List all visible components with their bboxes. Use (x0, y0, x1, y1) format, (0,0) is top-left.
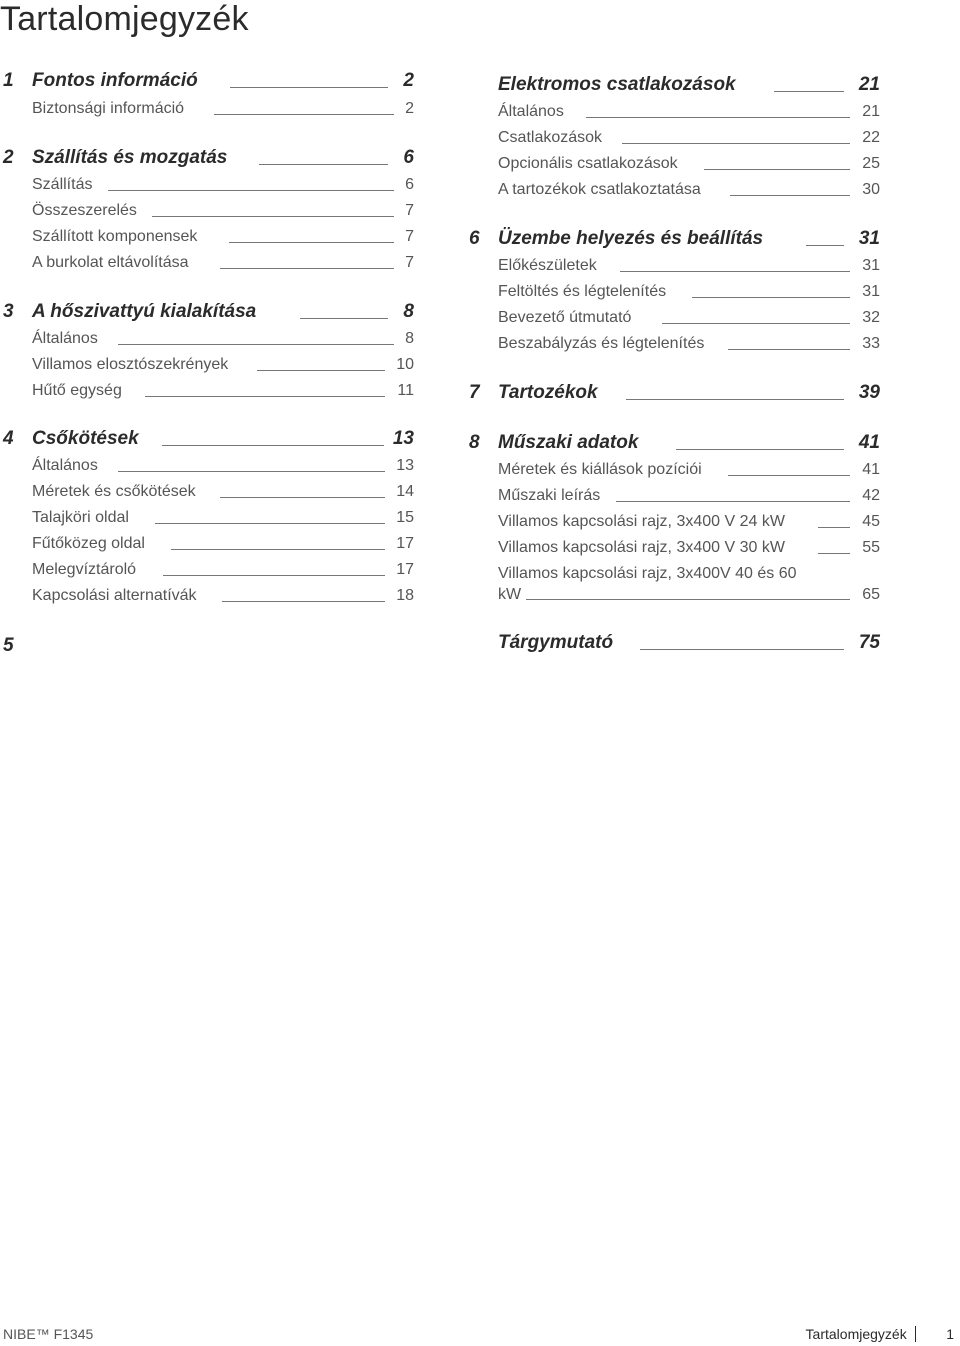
item-page: 42 (862, 487, 880, 504)
toc-item[interactable] (0, 356, 416, 380)
item-page: 25 (862, 155, 880, 172)
footer-section: Tartalomjegyzék (805, 1326, 907, 1342)
item-page: 31 (862, 283, 880, 300)
item-label: Beszabályzás és légtelenítés (498, 335, 705, 352)
leader-line (818, 527, 850, 528)
section-title: Csőkötések (32, 428, 139, 449)
item-label: Fűtőközeg oldal (32, 535, 145, 552)
toc-item[interactable] (0, 483, 416, 507)
leader-line (220, 497, 385, 498)
toc-item[interactable] (0, 202, 416, 226)
section-page: 39 (858, 382, 880, 403)
toc-section-1[interactable] (0, 70, 416, 94)
item-label: Villamos kapcsolási rajz, 3x400 V 30 kW (498, 539, 785, 556)
section-number: 1 (3, 70, 14, 91)
toc-item[interactable] (0, 457, 416, 481)
toc-item[interactable] (466, 257, 882, 281)
item-label-line-2: kW (498, 586, 522, 603)
toc-section-5[interactable] (0, 635, 416, 659)
section-number: 5 (3, 635, 14, 656)
item-label: Opcionális csatlakozások (498, 155, 678, 172)
section-page: 31 (858, 228, 880, 249)
item-label: A tartozékok csatlakoztatása (498, 181, 701, 198)
section-title: Elektromos csatlakozások (498, 74, 736, 95)
item-page: 41 (862, 461, 880, 478)
toc-section-3[interactable] (0, 301, 416, 325)
toc-item[interactable] (466, 309, 882, 333)
leader-line (118, 471, 385, 472)
leader-line (728, 349, 850, 350)
item-page: 15 (396, 509, 414, 526)
item-label: Csatlakozások (498, 129, 603, 146)
item-label: Szállított komponensek (32, 228, 198, 245)
leader-line (171, 549, 385, 550)
toc-item[interactable] (0, 382, 416, 406)
item-label-line-1: Villamos kapcsolási rajz, 3x400V 40 és 60 (498, 565, 797, 582)
section-number: 3 (3, 301, 14, 322)
item-page: 18 (396, 587, 414, 604)
item-page: 11 (397, 382, 414, 399)
leader-line (622, 143, 850, 144)
leader-line (145, 396, 385, 397)
footer-divider (915, 1326, 917, 1342)
item-page: 6 (405, 176, 414, 193)
leader-line (728, 475, 850, 476)
leader-line (692, 297, 850, 298)
section-page: 21 (858, 74, 880, 95)
item-label: Összeszerelés (32, 202, 137, 219)
item-label: Általános (498, 103, 564, 120)
item-page: 2 (405, 100, 414, 117)
item-page: 13 (396, 457, 414, 474)
item-label: Általános (32, 457, 98, 474)
item-page: 7 (405, 202, 414, 219)
section-page: 2 (403, 70, 414, 91)
item-label: Feltöltés és légtelenítés (498, 283, 667, 300)
toc-item[interactable] (0, 254, 416, 278)
toc-section-2[interactable] (0, 147, 416, 171)
section-number: 7 (469, 382, 480, 403)
leader-line (806, 245, 844, 246)
section-title: Szállítás és mozgatás (32, 147, 228, 168)
item-page: 33 (862, 335, 880, 352)
leader-line (616, 501, 850, 502)
section-number: 2 (3, 147, 14, 168)
item-label: A burkolat eltávolítása (32, 254, 189, 271)
toc-section-5-title[interactable] (466, 74, 882, 98)
leader-line (662, 323, 850, 324)
section-title: Üzembe helyezés és beállítás (498, 228, 764, 249)
item-page: 8 (405, 330, 414, 347)
item-label: Műszaki leírás (498, 487, 601, 504)
section-page: 6 (403, 147, 414, 168)
toc-section-6[interactable] (466, 228, 882, 252)
item-page: 10 (396, 356, 414, 373)
toc-item[interactable] (0, 587, 416, 611)
item-label: Biztonsági információ (32, 100, 185, 117)
item-page: 17 (396, 561, 414, 578)
leader-line (640, 649, 844, 650)
item-page: 17 (396, 535, 414, 552)
leader-line (620, 271, 850, 272)
item-page: 55 (862, 539, 880, 556)
leader-line (155, 523, 385, 524)
toc-item[interactable] (466, 487, 882, 511)
footer-brand: NIBE™ F1345 (3, 1326, 94, 1342)
page-title: Tartalomjegyzék (0, 0, 249, 38)
section-page: 41 (858, 432, 880, 453)
leader-line (163, 575, 385, 576)
toc-section-8[interactable] (466, 432, 882, 456)
item-page: 65 (862, 586, 880, 603)
item-label: Bevezető útmutató (498, 309, 632, 326)
leader-line (626, 399, 844, 400)
toc-item[interactable] (466, 181, 882, 205)
item-page: 30 (862, 181, 880, 198)
leader-line (676, 449, 844, 450)
item-label: Hűtő egység (32, 382, 122, 399)
leader-line (214, 114, 394, 115)
section-title: Műszaki adatok (498, 432, 639, 453)
item-page: 32 (862, 309, 880, 326)
toc-item[interactable] (466, 461, 882, 485)
toc-section-7[interactable] (466, 382, 882, 406)
item-page: 7 (405, 228, 414, 245)
section-number: 8 (469, 432, 480, 453)
item-page: 7 (405, 254, 414, 271)
leader-line (222, 601, 385, 602)
leader-line (229, 242, 394, 243)
leader-line (230, 87, 388, 88)
item-label: Méretek és kiállások pozíciói (498, 461, 702, 478)
toc-item[interactable] (0, 176, 416, 200)
item-page: 31 (862, 257, 880, 274)
toc-item[interactable] (466, 565, 882, 609)
item-label: Szállítás (32, 176, 93, 193)
leader-line (259, 164, 388, 165)
item-label: Kapcsolási alternatívák (32, 587, 197, 604)
section-title: Fontos információ (32, 70, 198, 91)
leader-line (108, 190, 394, 191)
toc-item[interactable] (0, 228, 416, 252)
section-title: A hőszivattyú kialakítása (32, 301, 257, 322)
toc-item[interactable] (0, 535, 416, 559)
footer-page-number: 1 (946, 1326, 954, 1342)
toc-item[interactable] (466, 155, 882, 179)
item-page: 14 (396, 483, 414, 500)
leader-line (152, 216, 394, 217)
toc-item[interactable] (466, 335, 882, 359)
footer-right (806, 1326, 954, 1342)
toc-item[interactable] (466, 283, 882, 307)
toc-index[interactable] (466, 632, 882, 656)
leader-line (526, 599, 850, 600)
item-label: Méretek és csőkötések (32, 483, 196, 500)
item-page: 22 (862, 129, 880, 146)
leader-line (704, 169, 850, 170)
toc-item[interactable] (466, 513, 882, 537)
leader-line (586, 117, 850, 118)
item-page: 45 (862, 513, 880, 530)
item-label: Melegvíztároló (32, 561, 137, 578)
leader-line (220, 268, 394, 269)
leader-line (818, 553, 850, 554)
section-page: 8 (403, 301, 414, 322)
leader-line (162, 445, 384, 446)
section-number: 4 (3, 428, 14, 449)
toc-item[interactable] (0, 100, 416, 124)
leader-line (730, 195, 850, 196)
section-title: Tartozékok (498, 382, 598, 403)
toc-item[interactable] (0, 330, 416, 354)
toc-item[interactable] (466, 539, 882, 563)
section-title: Tárgymutató (498, 632, 614, 653)
leader-line (774, 91, 844, 92)
leader-line (257, 370, 385, 371)
leader-line (300, 318, 388, 319)
item-label: Általános (32, 330, 98, 347)
section-number: 6 (469, 228, 480, 249)
toc-item[interactable] (466, 103, 882, 127)
item-label: Villamos kapcsolási rajz, 3x400 V 24 kW (498, 513, 785, 530)
leader-line (118, 344, 394, 345)
item-label: Előkészületek (498, 257, 597, 274)
section-page: 75 (858, 632, 880, 653)
section-page: 13 (392, 428, 414, 449)
toc-item[interactable] (0, 509, 416, 533)
toc-item[interactable] (466, 129, 882, 153)
toc-item[interactable] (0, 561, 416, 585)
item-label: Talajköri oldal (32, 509, 129, 526)
item-page: 21 (862, 103, 880, 120)
toc-section-4[interactable] (0, 428, 416, 452)
item-label: Villamos elosztószekrények (32, 356, 229, 373)
